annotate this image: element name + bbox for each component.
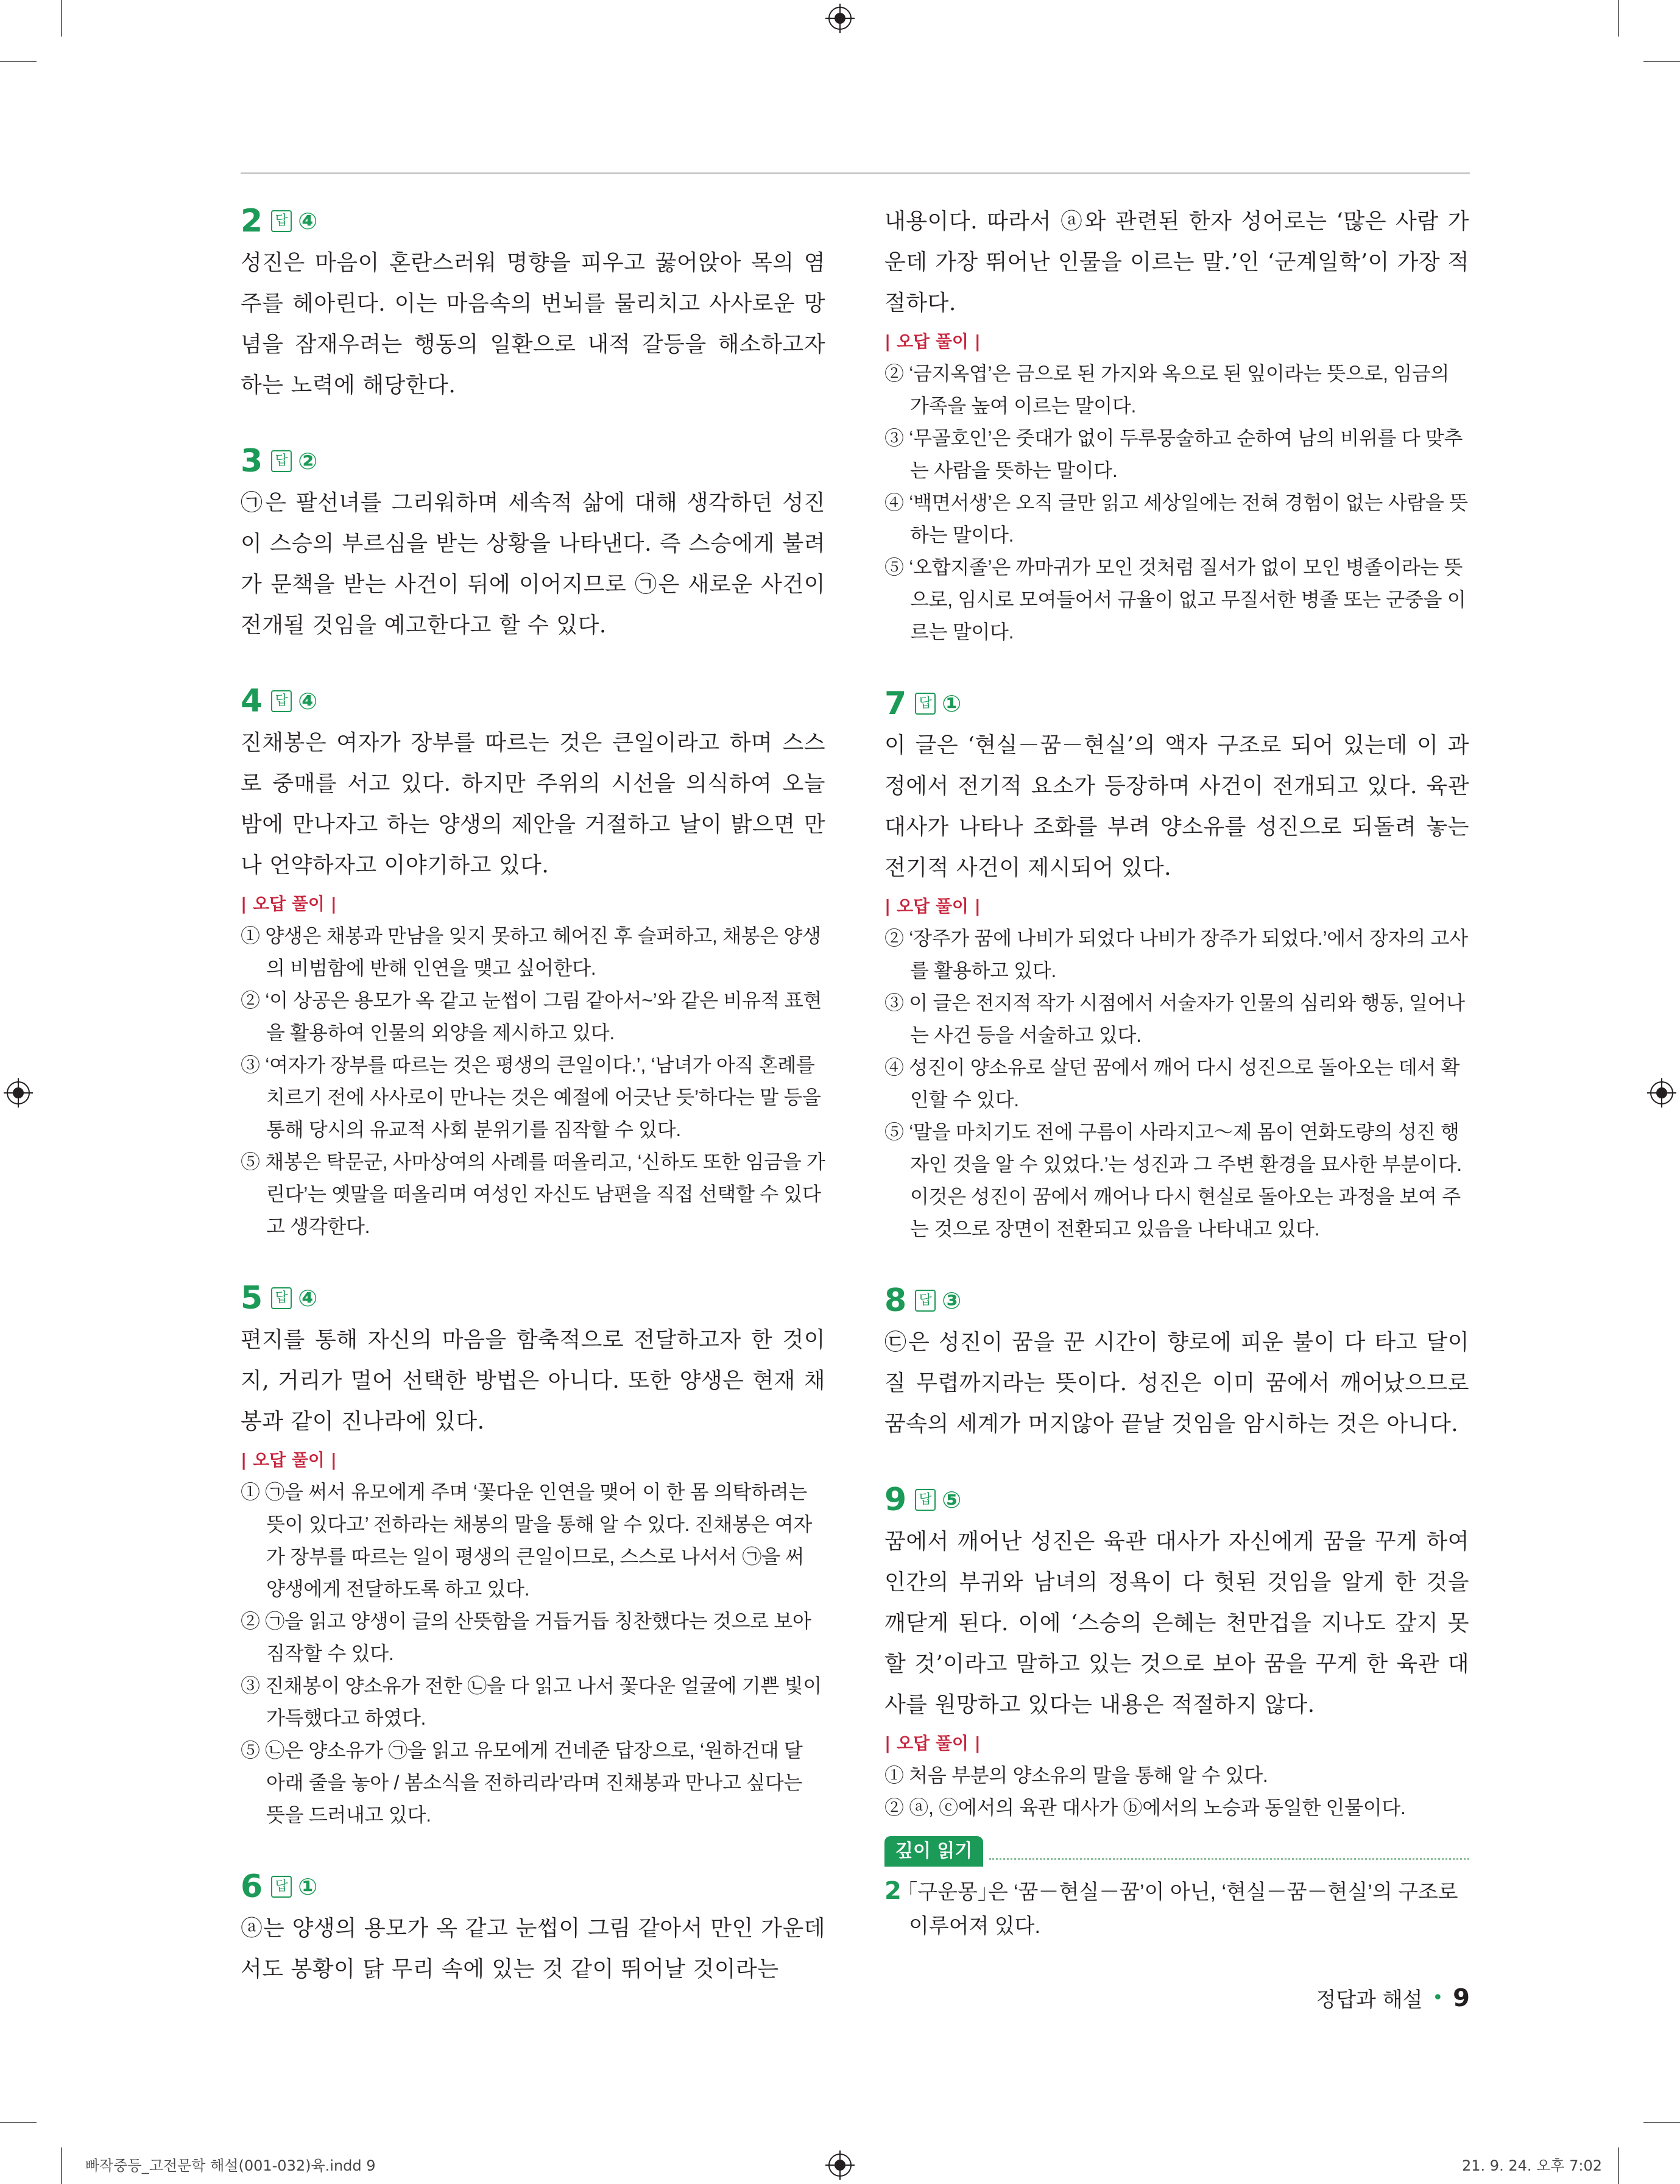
- crop-mark: [1643, 2122, 1680, 2123]
- question-4: [241, 681, 825, 1243]
- question-number: 9: [884, 1482, 907, 1518]
- deep-reading-box: [884, 1836, 1469, 1943]
- answer-badge: 답: [915, 1489, 936, 1511]
- crop-mark: [0, 61, 37, 62]
- answer-badge: 답: [915, 1290, 936, 1312]
- option-explanation: ③ ‘무골호인’은 줏대가 없이 두루뭉술하고 순하여 남의 비위를 다 맞추는 사람을 뜻하는 말이다.: [884, 427, 1463, 481]
- question-3: [241, 441, 825, 646]
- section-name: 정답과 해설: [1316, 1988, 1423, 2012]
- question-header: [241, 1867, 825, 1907]
- question-number: 4: [241, 683, 263, 719]
- deep-reading-tag: 깊이 읽기: [884, 1836, 983, 1867]
- question-header: [884, 1480, 1469, 1520]
- answer-badge: 답: [271, 1876, 292, 1898]
- deep-reading-header: [884, 1836, 1469, 1867]
- registration-mark-icon: [4, 1078, 33, 1108]
- right-column: [884, 201, 1469, 1943]
- answer-choice: ④: [298, 688, 318, 715]
- explanation-text: ㉠은 팔선녀를 그리워하며 세속적 삶에 대해 생각하던 성진이 스승의 부르심을 받는 상황을 나타낸다. 즉 스승에게 불려가 문책을 받는 사건이 뒤에 이어지므로 ㉠은 새로운 사건이 전개될 것임을 예고한다고 할 수 있다.: [241, 490, 825, 638]
- option-explanation: ④ 성진이 양소유로 살던 꿈에서 깨어 다시 성진으로 돌아오는 데서 확인할 수 있다.: [884, 1056, 1460, 1111]
- deep-reading-text: ｢구운몽｣은 ‘꿈－현실－꿈’이 아닌, ‘현실－꿈－현실’의 구조로 이루어져 있다.: [907, 1881, 1458, 1938]
- print-timestamp: 21. 9. 24. 오후 7:02: [1462, 2157, 1603, 2174]
- question-5: [241, 1278, 825, 1831]
- question-number: 7: [884, 685, 907, 722]
- question-number: 3: [241, 443, 263, 479]
- question-8: [884, 1281, 1469, 1444]
- registration-mark-icon: [825, 4, 855, 33]
- explanation-text: 꿈에서 깨어난 성진은 육관 대사가 자신에게 꿈을 꾸게 하여 인간의 부귀와 남녀의 정욕이 다 헛된 것임을 알게 한 것을 깨닫게 된다. 이에 ‘스승의 은혜는 천만겁을 지나도 갚지 못할 것’이라고 말하고 있는 것으로 보아 꿈을 꾸게 한 육관 대사를 원망하고 있다는 내용은 적절하지 않다.: [884, 1529, 1469, 1717]
- wrong-answer-label: | 오답 풀이 |: [884, 1733, 981, 1753]
- bullet-separator: •: [1432, 1987, 1444, 2009]
- crop-mark: [0, 2122, 37, 2123]
- explanation-text: ⓐ는 양생의 용모가 옥 같고 눈썹이 그림 같아서 만인 가운데서도 봉황이 닭 무리 속에 있는 것 같이 뛰어날 것이라는: [241, 1916, 825, 1982]
- answer-choice: ②: [298, 448, 318, 475]
- option-explanation: ① ㉠을 써서 유모에게 주며 ‘꽃다운 인연을 맺어 이 한 몸 의탁하려는 뜻이 있다고’ 전하라는 채봉의 말을 통해 알 수 있다. 진채봉은 여자가 장부를 따르는 일이 평생의 큰일이므로, 스스로 나서서 ㉠을 써 양생에게 전달하도록 하고 있다.: [241, 1481, 813, 1600]
- question-header: [884, 684, 1469, 724]
- answer-badge: 답: [915, 693, 936, 715]
- option-explanation: ② ‘장주가 꿈에 나비가 되었다 나비가 장주가 되었다.’에서 장자의 고사를 활용하고 있다.: [884, 927, 1468, 981]
- deep-reading-item: [884, 1874, 1469, 1943]
- crop-mark: [1618, 0, 1619, 37]
- question-number: 5: [241, 1280, 263, 1316]
- option-explanation: ① 처음 부분의 양소유의 말을 통해 알 수 있다.: [884, 1764, 1268, 1786]
- registration-mark-icon: [825, 2150, 855, 2180]
- option-explanation: ① 양생은 채봉과 만남을 잊지 못하고 헤어진 후 슬퍼하고, 채봉은 양생의 비범함에 반해 인연을 맺고 싶어한다.: [241, 925, 821, 979]
- answer-choice: ①: [298, 1873, 318, 1900]
- option-explanation: ⑤ ‘말을 마치기도 전에 구름이 사라지고～제 몸이 연화도량의 성진 행자인 것을 알 수 있었다.’는 성진과 그 주변 환경을 묘사한 부분이다. 이것은 성진이 꿈에서 깨어나 다시 현실로 돌아오는 과정을 보여 주는 것으로 장면이 전환되고 있음을 나타내고 있다.: [884, 1121, 1462, 1240]
- wrong-answer-label: | 오답 풀이 |: [241, 894, 337, 914]
- question-6: [241, 1867, 825, 1990]
- question-number: 2: [241, 203, 263, 239]
- answer-badge: 답: [271, 1287, 292, 1309]
- option-explanation: ③ 진채봉이 양소유가 전한 ㉡을 다 읽고 나서 꽃다운 얼굴에 기쁜 빛이 가득했다고 하였다.: [241, 1675, 822, 1729]
- option-explanation: ② ⓐ, ⓒ에서의 육관 대사가 ⓑ에서의 노승과 동일한 인물이다.: [884, 1797, 1406, 1818]
- answer-badge: 답: [271, 210, 292, 232]
- print-file-name: 빠작중등_고전문학 해설(001-032)육.indd 9: [85, 2157, 376, 2174]
- question-header: [884, 1281, 1469, 1321]
- page-number: [1316, 1983, 1470, 2013]
- question-7: [884, 684, 1469, 1245]
- option-explanation: ② ‘금지옥엽’은 금으로 된 가지와 옥으로 된 잎이라는 뜻으로, 임금의 가족을 높여 이르는 말이다.: [884, 362, 1450, 417]
- question-6-continued: [884, 201, 1469, 648]
- explanation-text: 편지를 통해 자신의 마음을 함축적으로 전달하고자 한 것이지, 거리가 멀어 선택한 방법은 아니다. 또한 양생은 현재 채봉과 같이 진나라에 있다.: [241, 1327, 825, 1434]
- crop-mark: [1618, 2147, 1619, 2184]
- option-explanation: ② ㉠을 읽고 양생이 글의 산뜻함을 거듭거듭 칭찬했다는 것으로 보아 짐작할 수 있다.: [241, 1610, 811, 1664]
- option-explanation: ② ‘이 상공은 용모가 옥 같고 눈썹이 그림 같아서~’와 같은 비유적 표현을 활용하여 인물의 외양을 제시하고 있다.: [241, 989, 822, 1044]
- deep-reading-number: 2: [884, 1877, 902, 1905]
- question-header: [241, 201, 825, 241]
- wrong-answer-label: | 오답 풀이 |: [241, 1450, 337, 1470]
- left-column: [241, 201, 825, 2025]
- wrong-answer-label: | 오답 풀이 |: [884, 896, 981, 916]
- option-explanation: ⑤ ㉡은 양소유가 ㉠을 읽고 유모에게 건네준 답장으로, ‘원하건대 달 아래 줄을 놓아 / 봄소식을 전하리라’라며 진채봉과 만나고 싶다는 뜻을 드러내고 있다.: [241, 1739, 803, 1826]
- question-2: [241, 201, 825, 406]
- answer-badge: 답: [271, 450, 292, 472]
- option-explanation: ⑤ 채봉은 탁문군, 사마상여의 사례를 떠올리고, ‘신하도 또한 임금을 가린다’는 옛말을 떠올리며 여성인 자신도 남편을 직접 선택할 수 있다고 생각한다.: [241, 1151, 825, 1237]
- option-explanation: ⑤ ‘오합지졸’은 까마귀가 모인 것처럼 질서가 없이 모인 병졸이라는 뜻으로, 임시로 모여들어서 규율이 없고 무질서한 병졸 또는 군중을 이르는 말이다.: [884, 556, 1466, 643]
- option-explanation: ③ ‘여자가 장부를 따르는 것은 평생의 큰일이다.’, ‘남녀가 아직 혼례를 치르기 전에 사사로이 만나는 것은 예절에 어긋난 듯’하다는 말 등을 통해 당시의 유교적 사회 분위기를 짐작할 수 있다.: [241, 1054, 821, 1140]
- answer-choice: ⑤: [942, 1486, 962, 1513]
- answer-choice: ④: [298, 208, 318, 235]
- explanation-text: 이 글은 ‘현실－꿈－현실’의 액자 구조로 되어 있는데 이 과정에서 전기적 요소가 등장하며 사건이 전개되고 있다. 육관대사가 나타나 조화를 부려 양소유를 성진으로 되돌려 놓는 전기적 사건이 제시되어 있다.: [884, 733, 1469, 880]
- option-explanation: ④ ‘백면서생’은 오직 글만 읽고 세상일에는 전혀 경험이 없는 사람을 뜻하는 말이다.: [884, 492, 1468, 546]
- answer-choice: ④: [298, 1285, 318, 1312]
- question-header: [241, 681, 825, 721]
- answer-choice: ①: [942, 690, 962, 717]
- explanation-text: 내용이다. 따라서 ⓐ와 관련된 한자 성어로는 ‘많은 사람 가운데 가장 뛰어난 인물을 이르는 말.’인 ‘군계일학’이 가장 적절하다.: [884, 209, 1469, 316]
- crop-mark: [61, 2147, 62, 2184]
- question-header: [241, 441, 825, 481]
- explanation-text: 성진은 마음이 혼란스러워 명향을 피우고 꿇어앉아 목의 염주를 헤아린다. 이는 마음속의 번뇌를 물리치고 사사로운 망념을 잠재우려는 행동의 일환으로 내적 갈등을 해소하고자 하는 노력에 해당한다.: [241, 250, 825, 398]
- crop-mark: [1643, 61, 1680, 62]
- answer-badge: 답: [271, 690, 292, 712]
- option-explanation: ③ 이 글은 전지적 작가 시점에서 서술자가 인물의 심리와 행동, 일어나는 사건 등을 서술하고 있다.: [884, 992, 1465, 1046]
- explanation-text: ㉢은 성진이 꿈을 꾼 시간이 향로에 피운 불이 다 타고 달이 질 무렵까지라는 뜻이다. 성진은 이미 꿈에서 깨어났으므로 꿈속의 세계가 머지않아 끝날 것임을 암시하는 것은 아니다.: [884, 1330, 1469, 1437]
- registration-mark-icon: [1647, 1078, 1676, 1108]
- page-number-value: 9: [1453, 1984, 1470, 2012]
- question-number: 6: [241, 1868, 263, 1905]
- crop-mark: [61, 0, 62, 37]
- header-rule: [241, 172, 1470, 174]
- wrong-answer-label: | 오답 풀이 |: [884, 331, 981, 352]
- question-9: [884, 1480, 1469, 1824]
- dotted-divider: [989, 1858, 1469, 1860]
- explanation-text: 진채봉은 여자가 장부를 따르는 것은 큰일이라고 하며 스스로 중매를 서고 있다. 하지만 주위의 시선을 의식하여 오늘 밤에 만나자고 하는 양생의 제안을 거절하고 날이 밝으면 만나 언약하자고 이야기하고 있다.: [241, 730, 825, 878]
- answer-choice: ③: [942, 1287, 962, 1314]
- question-header: [241, 1278, 825, 1318]
- question-number: 8: [884, 1282, 907, 1319]
